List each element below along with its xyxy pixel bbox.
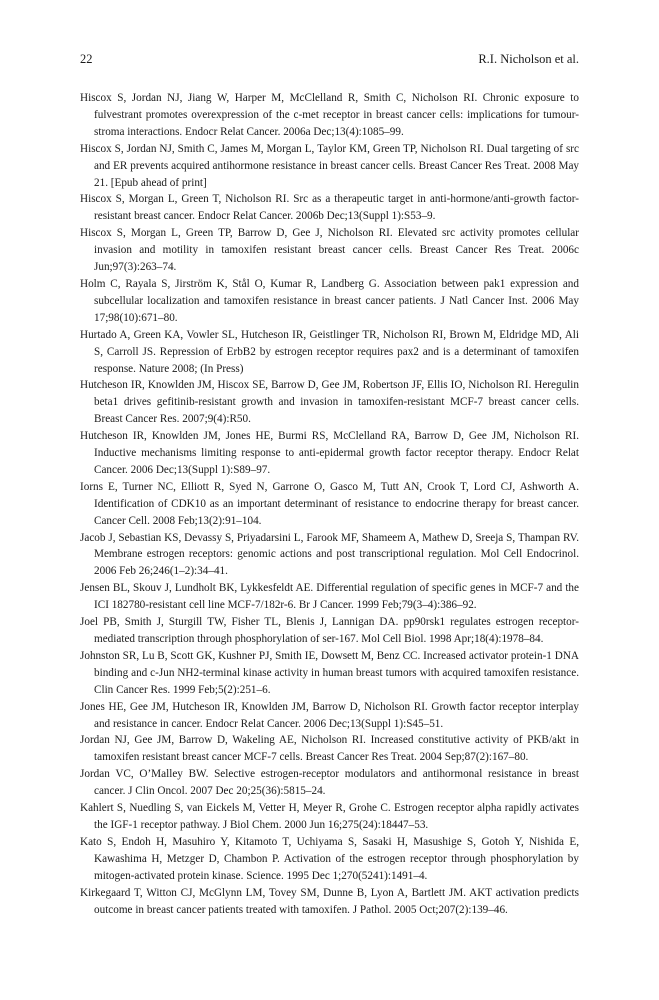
reference-entry: Iorns E, Turner NC, Elliott R, Syed N, Garrone O, Gasco M, Tutt AN, Crook T, Lord CJ, Ashworth A. Identification of CDK10 as an important determinant of resistance to endocrine therapy for breast cancer. Cancer Cell. 2008 Feb;13(2):91–104. [80,480,579,527]
reference-entry: Jacob J, Sebastian KS, Devassy S, Priyadarsini L, Farook MF, Shameem A, Mathew D, Sreeja S, Thampan RV. Membrane estrogen receptors: genomic actions and post transcriptional regulation. Mol Cell Endocrinol. 2006 Feb 26;246(1–2):34–41. [80,531,579,578]
reference-entry: Hiscox S, Morgan L, Green T, Nicholson RI. Src as a therapeutic target in anti-hormone/anti-growth factor-resistant breast cancer. Endocr Relat Cancer. 2006b Dec;13(Suppl 1):S53–9. [80,193,579,223]
reference-entry: Kirkegaard T, Witton CJ, McGlynn LM, Tovey SM, Dunne B, Lyon A, Bartlett JM. AKT activation predicts outcome in breast cancer patients treated with tamoxifen. J Pathol. 2005 Oct;207(2):139–46. [80,886,579,916]
reference-entry: Hiscox S, Jordan NJ, Smith C, James M, Morgan L, Taylor KM, Green TP, Nicholson RI. Dual targeting of src and ER prevents acquired antihormone resistance in breast cancer cells. Breast Cancer Res Treat. 2008 May 21. [Epub ahead of print] [80,142,579,189]
reference-entry: Hutcheson IR, Knowlden JM, Jones HE, Burmi RS, McClelland RA, Barrow D, Gee JM, Nicholson RI. Inductive mechanisms limiting response to anti-epidermal growth factor receptor therapy. Endocr Relat Cancer. 2006 Dec;13(Suppl 1):S89–97. [80,430,579,476]
reference-entry: Kato S, Endoh H, Masuhiro Y, Kitamoto T, Uchiyama S, Sasaki H, Masushige S, Gotoh Y, Nishida E, Kawashima H, Metzger D, Chambon P. Activation of the estrogen receptor through phosphorylation by mitogen-activated protein kinase. Science. 1995 Dec 1;270(5241):1491–4. [80,835,579,882]
running-header [80,51,579,67]
reference-entry: Kahlert S, Nuedling S, van Eickels M, Vetter H, Meyer R, Grohe C. Estrogen receptor alpha rapidly activates the IGF-1 receptor pathway. J Biol Chem. 2000 Jun 16;275(24):18447–53. [80,802,579,831]
reference-entry: Hiscox S, Morgan L, Green TP, Barrow D, Gee J, Nicholson RI. Elevated src activity promotes cellular invasion and motility in tamoxifen resistant breast cancer cells. Breast Cancer Res Treat. 2006c Jun;97(3):263–74. [80,227,579,274]
reference-entry: Hiscox S, Jordan NJ, Jiang W, Harper M, McClelland R, Smith C, Nicholson RI. Chronic exposure to fulvestrant promotes overexpression of the c-met receptor in breast cancer cells: implications for tumour-stroma interactions. Endocr Relat Cancer. 2006a Dec;13(4):1085–99. [80,92,579,138]
reference-entry: Jordan NJ, Gee JM, Barrow D, Wakeling AE, Nicholson RI. Increased constitutive activity of PKB/akt in tamoxifen resistant breast cancer MCF-7 cells. Breast Cancer Res Treat. 2004 Sep;87(2):167–80. [80,734,579,764]
reference-entry: Jones HE, Gee JM, Hutcheson IR, Knowlden JM, Barrow D, Nicholson RI. Growth factor receptor interplay and resistance in cancer. Endocr Relat Cancer. 2006 Dec;13(Suppl 1):S45–51. [80,700,579,730]
reference-entry: Johnston SR, Lu B, Scott GK, Kushner PJ, Smith IE, Dowsett M, Benz CC. Increased activator protein-1 DNA binding and c-Jun NH2-terminal kinase activity in human breast tumors with acquired tamoxifen resistance. Clin Cancer Res. 1999 Feb;5(2):251–6. [80,649,579,696]
reference-list [80,90,579,918]
reference-entry: Jensen BL, Skouv J, Lundholt BK, Lykkesfeldt AE. Differential regulation of specific genes in MCF-7 and the ICI 182780-resistant cell line MCF-7/182r-6. Br J Cancer. 1999 Feb;79(3–4):386–92. [80,582,579,612]
reference-entry: Hurtado A, Green KA, Vowler SL, Hutcheson IR, Geistlinger TR, Nicholson RI, Brown M, Eldridge MD, Ali S, Carroll JS. Repression of ErbB2 by estrogen receptor requires pax2 and is a determinant of tamoxifen response. Nature 2008; (In Press) [80,328,579,375]
reference-entry: Joel PB, Smith J, Sturgill TW, Fisher TL, Blenis J, Lannigan DA. pp90rsk1 regulates estrogen receptor-mediated transcription through phosphorylation of ser-167. Mol Cell Biol. 1998 Apr;18(4):1978–84. [80,616,579,645]
page-number: 22 [80,52,93,66]
running-author: R.I. Nicholson et al. [478,52,579,66]
reference-entry: Holm C, Rayala S, Jirström K, Stål O, Kumar R, Landberg G. Association between pak1 expression and subcellular localization and tamoxifen resistance in breast cancer patients. J Natl Cancer Inst. 2006 May 17;98(10):671–80. [80,277,579,324]
reference-entry: Hutcheson IR, Knowlden JM, Hiscox SE, Barrow D, Gee JM, Robertson JF, Ellis IO, Nicholson RI. Heregulin beta1 drives gefitinib-resistant growth and invasion in tamoxifen-resistant MCF-7 breast cancer cells. Breast Cancer Res. 2007;9(4):R50. [80,379,579,426]
reference-entry: Jordan VC, O’Malley BW. Selective estrogen-receptor modulators and antihormonal resistance in breast cancer. J Clin Oncol. 2007 Dec 20;25(36):5815–24. [80,768,579,798]
